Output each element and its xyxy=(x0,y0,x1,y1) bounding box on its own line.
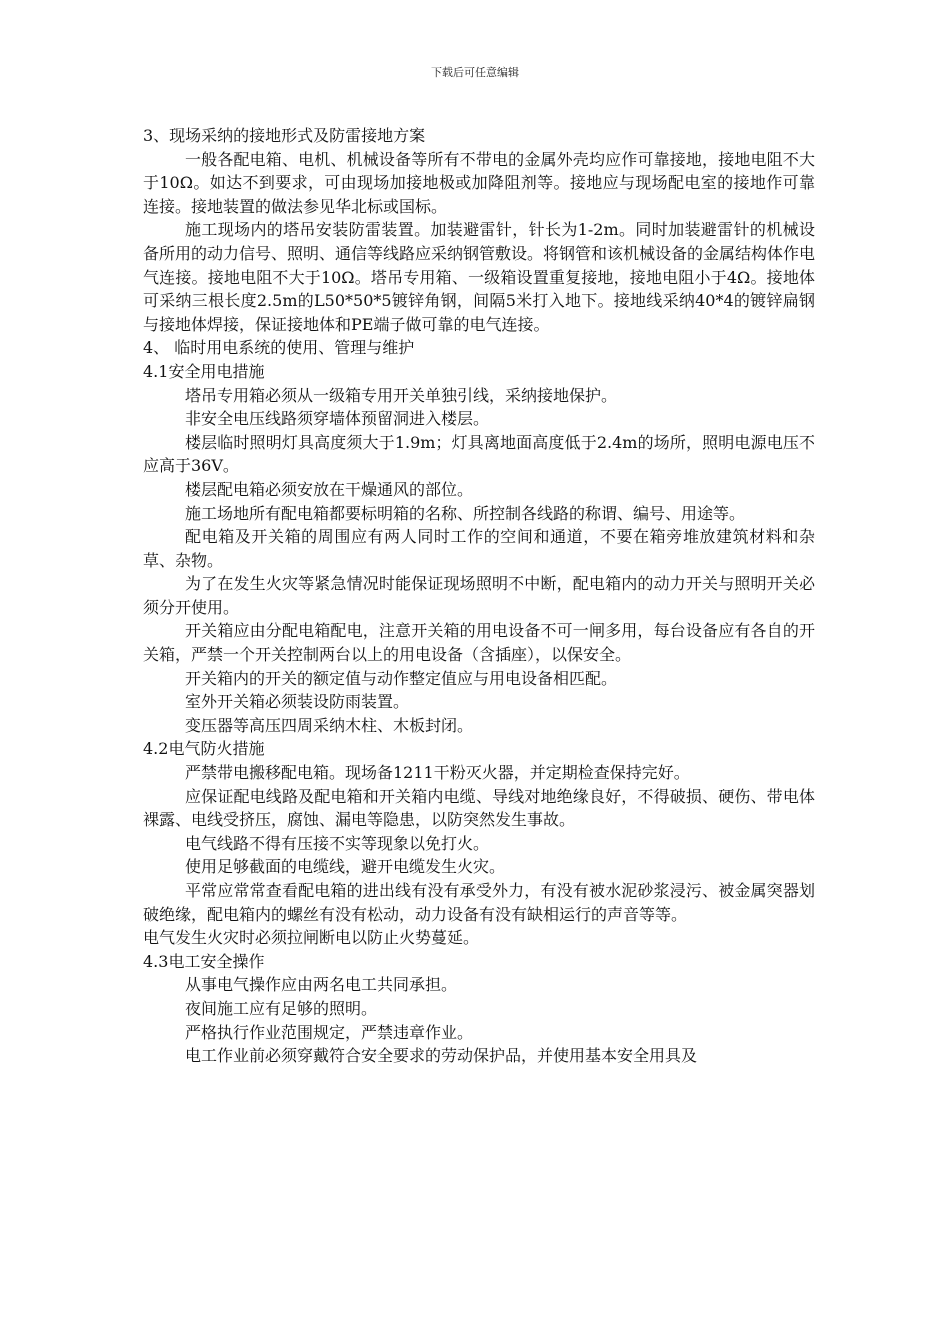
body-paragraph: 严禁带电搬移配电箱。现场备1211干粉灭火器，并定期检查保持完好。 xyxy=(185,763,690,783)
body-paragraph: 配电箱及开关箱的周围应有两人同时工作的空间和通道，不要在箱旁堆放建筑材料和杂草、杂物。 xyxy=(143,527,815,570)
body-paragraph: 使用足够截面的电缆线，避开电缆发生火灾。 xyxy=(185,857,506,877)
body-paragraph: 电工作业前必须穿戴符合安全要求的劳动保护品，并使用基本安全用具及 xyxy=(185,1046,698,1066)
subsection-heading: 4.2电气防火措施 xyxy=(143,739,265,759)
body-paragraph: 楼层临时照明灯具高度须大于1.9m；灯具离地面高度低于2.4m的场所，照明电源电压不应高于36V。 xyxy=(143,432,815,476)
body-paragraph: 室外开关箱必须装设防雨装置。 xyxy=(185,692,410,712)
body-paragraph: 楼层配电箱必须安放在干燥通风的部位。 xyxy=(185,479,474,499)
section-heading: 3、现场采纳的接地形式及防雷接地方案 xyxy=(143,126,426,145)
body-paragraph: 施工现场内的塔吊安装防雷装置。加装避雷针，针长为1-2m。同时加装避雷针的机械设备所用的动力信号、照明、通信等线路应采纳钢管敷设。将钢管和该机械设备的金属结构体作电气连接。接地电阻不大于10Ω。塔吊专用箱、一级箱设置重复接地，接地电阻小于4Ω。接地体可采纳三根长度2.5m的L50*50*5镀锌角钢，间隔5米打入地下。接地线采纳40*4的镀锌扁钢与接地体焊接，保证接地体和PE端子做可靠的电气连接。 xyxy=(143,220,816,334)
document-body xyxy=(143,124,815,1068)
body-paragraph: 塔吊专用箱必须从一级箱专用开关单独引线，采纳接地保护。 xyxy=(185,385,618,405)
body-paragraph: 夜间施工应有足够的照明。 xyxy=(185,998,378,1018)
body-paragraph: 一般各配电箱、电机、机械设备等所有不带电的金属外壳均应作可靠接地，接地电阻不大于10Ω。如达不到要求，可由现场加接地极或加降阻剂等。接地应与现场配电室的接地作可靠连接。接地装置的做法参见华北标或国标。 xyxy=(143,149,815,216)
body-paragraph: 应保证配电线路及配电箱和开关箱内电缆、导线对地绝缘良好，不得破损、硬伤、带电体裸露、电线受挤压，腐蚀、漏电等隐患，以防突然发生事故。 xyxy=(143,786,815,830)
page-header-note: 下载后可任意编辑 xyxy=(431,66,519,79)
subsection-heading: 4.3电工安全操作 xyxy=(143,951,265,971)
subsection-heading: 4.1安全用电措施 xyxy=(143,361,265,381)
body-paragraph: 开关箱内的开关的额定值与动作整定值应与用电设备相匹配。 xyxy=(185,668,618,688)
body-paragraph: 严格执行作业范围规定，严禁违章作业。 xyxy=(185,1022,474,1042)
body-paragraph: 从事电气操作应由两名电工共同承担。 xyxy=(185,975,458,995)
body-paragraph: 为了在发生火灾等紧急情况时能保证现场照明不中断，配电箱内的动力开关与照明开关必须分开使用。 xyxy=(143,574,815,617)
body-paragraph: 平常应常常查看配电箱的进出线有没有承受外力，有没有被水泥砂浆浸污、被金属突器划破绝缘，配电箱内的螺丝有没有松动，动力设备有没有缺相运行的声音等等。 xyxy=(143,881,815,924)
body-paragraph: 施工场地所有配电箱都要标明箱的名称、所控制各线路的称谓、编号、用途等。 xyxy=(185,503,746,523)
body-paragraph: 开关箱应由分配电箱配电，注意开关箱的用电设备不可一闸多用，每台设备应有各自的开关箱，严禁一个开关控制两台以上的用电设备（含插座），以保安全。 xyxy=(143,621,815,665)
body-paragraph: 非安全电压线路须穿墙体预留洞进入楼层。 xyxy=(185,409,490,429)
body-paragraph: 电气线路不得有压接不实等现象以免打火。 xyxy=(185,833,490,853)
section-heading: 4、 临时用电系统的使用、管理与维护 xyxy=(143,338,415,358)
body-paragraph: 变压器等高压四周采纳木柱、木板封闭。 xyxy=(185,715,474,735)
body-paragraph-unindented: 电气发生火灾时必须拉闸断电以防止火势蔓延。 xyxy=(143,928,480,948)
